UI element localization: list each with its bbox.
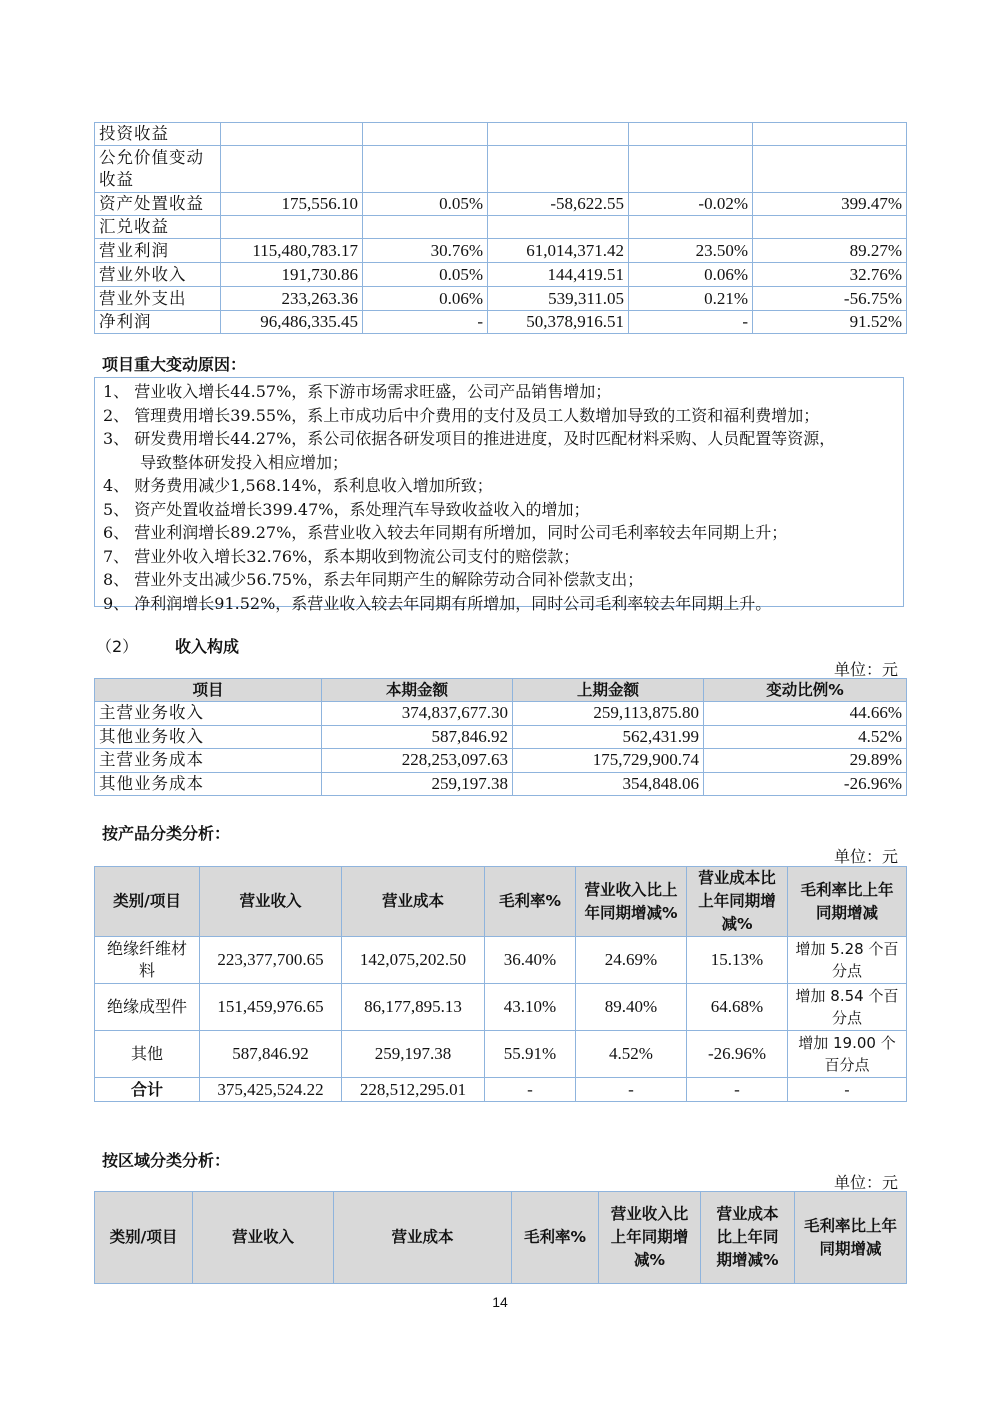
column-header: 毛利率%	[512, 1192, 599, 1284]
reasons-title: 项目重大变动原因：	[102, 355, 247, 374]
column-header: 毛利率比上年同期增减	[795, 1192, 907, 1284]
cell-current: 115,480,783.17	[221, 239, 363, 263]
column-header: 营业成本比上年同期增减%	[687, 867, 788, 937]
table-row	[95, 725, 907, 749]
cell-value: 29.89%	[704, 749, 907, 773]
cell-current-pct: 0.05%	[363, 193, 488, 216]
cell-value: 4.52%	[704, 725, 907, 749]
row-label: 公允价值变动收益	[95, 146, 221, 193]
cell-change	[753, 216, 907, 239]
cell-prior-pct: 0.06%	[629, 263, 753, 287]
cell-value: 354,848.06	[513, 772, 704, 796]
cell-value: 55.91%	[485, 1031, 576, 1078]
cell-change: 89.27%	[753, 239, 907, 263]
cell-change	[753, 146, 907, 193]
cell-current-pct	[363, 216, 488, 239]
reason-item: 8、 营业外支出减少56.75%，系去年同期产生的解除劳动合同补偿款支出；	[103, 570, 644, 589]
cell-value: 259,197.38	[342, 1031, 485, 1078]
cell-current	[221, 146, 363, 193]
cell-value: 562,431.99	[513, 725, 704, 749]
cell-current-pct: -	[363, 311, 488, 334]
cell-value: 374,837,677.30	[322, 702, 513, 726]
cell-current: 175,556.10	[221, 193, 363, 216]
cell-prior	[488, 123, 629, 146]
reason-item: 2、 管理费用增长39.55%，系上市成功后中介费用的支付及员工人数增加导致的工资和福利费增加；	[103, 405, 820, 425]
row-label: 其他	[95, 1031, 200, 1078]
unit-label: 单位：元	[833, 660, 898, 679]
table-row	[95, 772, 907, 796]
unit-label: 单位：元	[833, 847, 898, 866]
table-row	[95, 984, 907, 1031]
cell-prior: 144,419.51	[488, 263, 629, 287]
cell-current: 233,263.36	[221, 287, 363, 311]
page-number: 14	[492, 1294, 508, 1310]
cell-prior-pct: -	[629, 311, 753, 334]
cell-value: 151,459,976.65	[200, 984, 342, 1031]
row-label: 汇兑收益	[95, 216, 221, 239]
cell-change: 399.47%	[753, 193, 907, 216]
cell-change: 32.76%	[753, 263, 907, 287]
profit-table	[94, 122, 907, 334]
cell-value: 228,512,295.01	[342, 1078, 485, 1102]
cell-value: -	[576, 1078, 687, 1102]
cell-current: 191,730.86	[221, 263, 363, 287]
table-row	[95, 239, 907, 263]
column-header: 营业收入	[200, 867, 342, 937]
row-label: 绝缘成型件	[95, 984, 200, 1031]
cell-current-pct: 30.76%	[363, 239, 488, 263]
cell-value: 43.10%	[485, 984, 576, 1031]
cell-current-pct: 0.06%	[363, 287, 488, 311]
row-label: 其他业务成本	[95, 772, 322, 796]
cell-prior: 61,014,371.42	[488, 239, 629, 263]
cell-current: 96,486,335.45	[221, 311, 363, 334]
cell-prior-pct	[629, 123, 753, 146]
column-header: 本期金额	[322, 679, 513, 702]
table-row	[95, 749, 907, 773]
cell-value: 375,425,524.22	[200, 1078, 342, 1102]
row-label: 其他业务收入	[95, 725, 322, 749]
column-header: 营业收入比上年同期增减%	[599, 1192, 701, 1284]
cell-change: 91.52%	[753, 311, 907, 334]
row-label: 营业外支出	[95, 287, 221, 311]
cell-value: 89.40%	[576, 984, 687, 1031]
cell-change	[753, 123, 907, 146]
table-row	[95, 702, 907, 726]
row-label: 营业外收入	[95, 263, 221, 287]
cell-value: 142,075,202.50	[342, 937, 485, 984]
by-product-table	[94, 866, 907, 1102]
by-region-title: 按区域分类分析：	[102, 1151, 231, 1170]
table-row	[95, 1078, 907, 1102]
cell-current	[221, 216, 363, 239]
table-row	[95, 1031, 907, 1078]
reason-item: 7、 营业外收入增长32.76%，系本期收到物流公司支付的赔偿款；	[103, 546, 580, 566]
cell-value: -26.96%	[704, 772, 907, 796]
row-label: 净利润	[95, 311, 221, 334]
column-header: 上期金额	[513, 679, 704, 702]
cell-current-pct	[363, 123, 488, 146]
column-header: 类别/项目	[95, 867, 200, 937]
cell-value: 259,113,875.80	[513, 702, 704, 726]
cell-prior-pct	[629, 146, 753, 193]
reason-item: 3、 研发费用增长44.27%，系公司依据各研发项目的推进进度，及时匹配材料采购、人员配置等资源，	[103, 429, 836, 448]
cell-value: -	[788, 1078, 907, 1102]
cell-value: 587,846.92	[322, 725, 513, 749]
cell-value: 4.52%	[576, 1031, 687, 1078]
column-header: 营业收入比上年同期增减%	[576, 867, 687, 937]
table-row	[95, 263, 907, 287]
cell-value: -26.96%	[687, 1031, 788, 1078]
row-label: 主营业务收入	[95, 702, 322, 726]
column-header: 营业成本比上年同期增减%	[701, 1192, 795, 1284]
table-row	[95, 311, 907, 334]
by-product-title: 按产品分类分析：	[102, 824, 231, 843]
table-row	[95, 216, 907, 239]
cell-prior: -58,622.55	[488, 193, 629, 216]
cell-value: 175,729,900.74	[513, 749, 704, 773]
cell-value: -	[687, 1078, 788, 1102]
reason-item: 1、 营业收入增长44.57%，系下游市场需求旺盛，公司产品销售增加；	[103, 382, 612, 401]
cell-current-pct: 0.05%	[363, 263, 488, 287]
cell-change: -56.75%	[753, 287, 907, 311]
cell-value: 增加 5.28 个百分点	[788, 937, 907, 984]
row-label: 资产处置收益	[95, 193, 221, 216]
table-row	[95, 193, 907, 216]
cell-value: 增加 8.54 个百分点	[788, 984, 907, 1031]
revenue-table	[94, 678, 907, 796]
column-header: 类别/项目	[95, 1192, 193, 1284]
cell-prior: 539,311.05	[488, 287, 629, 311]
cell-value: 259,197.38	[322, 772, 513, 796]
column-header: 营业收入	[193, 1192, 334, 1284]
table-row	[95, 123, 907, 146]
column-header: 变动比例%	[704, 679, 907, 702]
cell-value: 24.69%	[576, 937, 687, 984]
reason-item: 导致整体研发投入相应增加；	[140, 452, 349, 472]
cell-current	[221, 123, 363, 146]
column-header: 毛利率%	[485, 867, 576, 937]
unit-label: 单位：元	[833, 1173, 898, 1192]
cell-value: 64.68%	[687, 984, 788, 1031]
row-label: 投资收益	[95, 123, 221, 146]
column-header: 毛利率比上年同期增减	[788, 867, 907, 937]
cell-prior-pct: -0.02%	[629, 193, 753, 216]
cell-prior-pct: 0.21%	[629, 287, 753, 311]
cell-prior-pct	[629, 216, 753, 239]
reason-item: 6、 营业利润增长89.27%，系营业收入较去年同期有所增加，同时公司毛利率较去年同期上升；	[103, 523, 788, 542]
cell-value: 36.40%	[485, 937, 576, 984]
table-row	[95, 937, 907, 984]
row-label: 主营业务成本	[95, 749, 322, 773]
cell-value: 增加 19.00 个百分点	[788, 1031, 907, 1078]
row-label: 营业利润	[95, 239, 221, 263]
reasons-box	[94, 377, 904, 613]
reason-item: 4、 财务费用减少1,568.14%，系利息收入增加所致；	[103, 476, 493, 495]
cell-current-pct	[363, 146, 488, 193]
cell-value: 228,253,097.63	[322, 749, 513, 773]
table-row	[95, 287, 907, 311]
cell-prior	[488, 146, 629, 193]
cell-value: 44.66%	[704, 702, 907, 726]
reason-item: 5、 资产处置收益增长399.47%，系处理汽车导致收益收入的增加；	[103, 499, 590, 519]
cell-value: 223,377,700.65	[200, 937, 342, 984]
cell-value: 587,846.92	[200, 1031, 342, 1078]
column-header: 营业成本	[342, 867, 485, 937]
table-row	[95, 146, 907, 193]
cell-prior: 50,378,916.51	[488, 311, 629, 334]
section-number: （2）	[96, 637, 139, 656]
column-header: 营业成本	[334, 1192, 512, 1284]
cell-prior-pct: 23.50%	[629, 239, 753, 263]
by-region-table	[94, 1191, 907, 1284]
row-label: 绝缘纤维材料	[95, 937, 200, 984]
cell-value: 15.13%	[687, 937, 788, 984]
column-header: 项目	[95, 679, 322, 702]
row-label: 合计	[95, 1078, 200, 1102]
cell-value: 86,177,895.13	[342, 984, 485, 1031]
reason-item: 9、 净利润增长91.52%，系营业收入较去年同期有所增加，同时公司毛利率较去年同期上升。	[103, 593, 772, 613]
cell-prior	[488, 216, 629, 239]
cell-value: -	[485, 1078, 576, 1102]
section-title: 收入构成	[175, 637, 240, 656]
